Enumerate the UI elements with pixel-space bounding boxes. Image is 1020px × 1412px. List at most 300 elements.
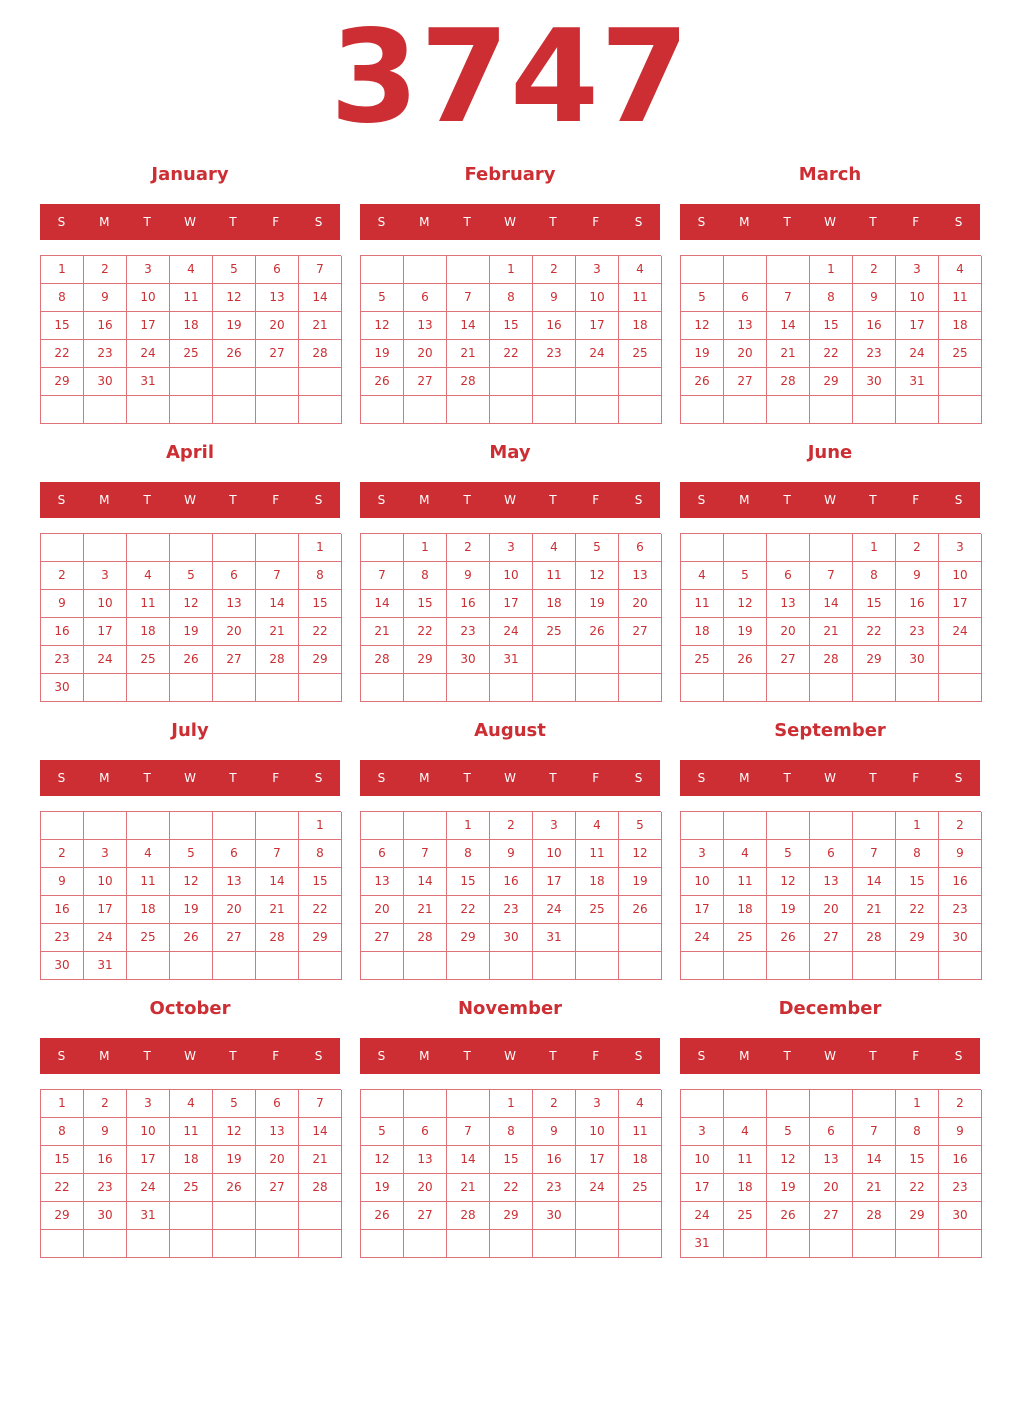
- day-cell: 14: [256, 590, 299, 618]
- empty-day-cell: [41, 534, 84, 562]
- weekday-label: T: [143, 771, 151, 785]
- weekday-label: T: [549, 1049, 557, 1063]
- day-cell: 20: [767, 618, 810, 646]
- days-grid: [680, 811, 981, 980]
- empty-day-cell: [447, 396, 490, 424]
- empty-day-cell: [299, 952, 342, 980]
- day-cell: 5: [576, 534, 619, 562]
- empty-day-cell: [361, 396, 404, 424]
- day-cell: 19: [681, 340, 724, 368]
- empty-day-cell: [299, 368, 342, 396]
- day-cell: 8: [853, 562, 896, 590]
- day-cell: 8: [299, 840, 342, 868]
- day-cell: 5: [767, 840, 810, 868]
- day-cell: 26: [767, 1202, 810, 1230]
- empty-day-cell: [939, 646, 982, 674]
- weekday-label: T: [549, 493, 557, 507]
- empty-day-cell: [41, 812, 84, 840]
- day-cell: 7: [853, 840, 896, 868]
- day-cell: 3: [490, 534, 533, 562]
- empty-day-cell: [681, 396, 724, 424]
- empty-day-cell: [127, 812, 170, 840]
- weekday-label: S: [697, 771, 706, 785]
- day-cell: 14: [853, 868, 896, 896]
- day-cell: 27: [724, 368, 767, 396]
- weekday-label: T: [229, 493, 237, 507]
- day-cell: 12: [213, 1118, 256, 1146]
- day-cell: 7: [299, 1090, 342, 1118]
- day-cell: 3: [896, 256, 939, 284]
- day-cell: 12: [724, 590, 767, 618]
- day-cell: 27: [619, 618, 662, 646]
- empty-day-cell: [213, 396, 256, 424]
- empty-day-cell: [213, 812, 256, 840]
- empty-day-cell: [299, 396, 342, 424]
- day-cell: 18: [619, 1146, 662, 1174]
- empty-day-cell: [404, 1090, 447, 1118]
- day-cell: 4: [619, 256, 662, 284]
- weekday-label: F: [912, 215, 920, 229]
- weekday-label: S: [57, 771, 66, 785]
- day-cell: 20: [619, 590, 662, 618]
- empty-day-cell: [84, 396, 127, 424]
- month-name: October: [149, 998, 231, 1019]
- month-name: July: [171, 720, 209, 741]
- day-cell: 19: [576, 590, 619, 618]
- empty-day-cell: [299, 1230, 342, 1258]
- weekday-label: T: [549, 771, 557, 785]
- day-cell: 27: [361, 924, 404, 952]
- day-cell: 4: [939, 256, 982, 284]
- month-name: March: [798, 164, 862, 185]
- day-cell: 17: [896, 312, 939, 340]
- day-cell: 4: [619, 1090, 662, 1118]
- day-cell: 13: [810, 868, 853, 896]
- day-cell: 18: [576, 868, 619, 896]
- empty-day-cell: [361, 952, 404, 980]
- empty-day-cell: [896, 952, 939, 980]
- empty-day-cell: [576, 924, 619, 952]
- weekday-label: F: [592, 771, 600, 785]
- day-cell: 26: [361, 368, 404, 396]
- day-cell: 28: [299, 340, 342, 368]
- day-cell: 1: [896, 812, 939, 840]
- day-cell: 30: [84, 368, 127, 396]
- empty-day-cell: [361, 1230, 404, 1258]
- day-cell: 26: [213, 340, 256, 368]
- day-cell: 26: [681, 368, 724, 396]
- day-cell: 9: [84, 284, 127, 312]
- day-cell: 3: [127, 1090, 170, 1118]
- weekday-label: S: [697, 1049, 706, 1063]
- day-cell: 3: [681, 840, 724, 868]
- day-cell: 5: [767, 1118, 810, 1146]
- day-cell: 5: [724, 562, 767, 590]
- day-cell: 29: [41, 1202, 84, 1230]
- day-cell: 30: [896, 646, 939, 674]
- empty-day-cell: [939, 396, 982, 424]
- day-cell: 22: [299, 896, 342, 924]
- empty-day-cell: [490, 396, 533, 424]
- day-cell: 25: [939, 340, 982, 368]
- empty-day-cell: [256, 534, 299, 562]
- day-cell: 24: [681, 924, 724, 952]
- empty-day-cell: [533, 674, 576, 702]
- weekday-label: T: [869, 493, 877, 507]
- day-cell: 29: [447, 924, 490, 952]
- weekday-label: S: [634, 215, 643, 229]
- empty-day-cell: [447, 256, 490, 284]
- day-cell: 28: [299, 1174, 342, 1202]
- day-cell: 24: [84, 646, 127, 674]
- empty-day-cell: [447, 674, 490, 702]
- day-cell: 13: [404, 312, 447, 340]
- month-name: June: [807, 442, 853, 463]
- empty-day-cell: [619, 396, 662, 424]
- day-cell: 29: [896, 924, 939, 952]
- weekday-label: T: [783, 215, 791, 229]
- day-cell: 21: [447, 340, 490, 368]
- day-cell: 20: [404, 340, 447, 368]
- day-cell: 17: [681, 896, 724, 924]
- day-cell: 25: [170, 1174, 213, 1202]
- day-cell: 22: [490, 1174, 533, 1202]
- day-cell: 3: [681, 1118, 724, 1146]
- day-cell: 23: [896, 618, 939, 646]
- day-cell: 24: [576, 340, 619, 368]
- day-cell: 25: [681, 646, 724, 674]
- empty-day-cell: [170, 1230, 213, 1258]
- day-cell: 29: [810, 368, 853, 396]
- day-cell: 31: [127, 368, 170, 396]
- day-cell: 12: [619, 840, 662, 868]
- empty-day-cell: [256, 952, 299, 980]
- day-cell: 14: [767, 312, 810, 340]
- day-cell: 19: [767, 1174, 810, 1202]
- day-cell: 31: [681, 1230, 724, 1258]
- day-cell: 16: [939, 1146, 982, 1174]
- empty-day-cell: [767, 952, 810, 980]
- weekday-label: S: [954, 493, 963, 507]
- day-cell: 21: [767, 340, 810, 368]
- weekday-label: M: [419, 771, 430, 785]
- day-cell: 17: [84, 896, 127, 924]
- day-cell: 8: [896, 1118, 939, 1146]
- day-cell: 15: [490, 312, 533, 340]
- empty-day-cell: [681, 952, 724, 980]
- day-cell: 28: [447, 368, 490, 396]
- empty-day-cell: [256, 396, 299, 424]
- empty-day-cell: [490, 368, 533, 396]
- empty-day-cell: [127, 534, 170, 562]
- empty-day-cell: [256, 368, 299, 396]
- empty-day-cell: [724, 1230, 767, 1258]
- empty-day-cell: [681, 1090, 724, 1118]
- empty-day-cell: [213, 1230, 256, 1258]
- weekday-header: [40, 204, 340, 240]
- weekday-label: W: [824, 1049, 836, 1063]
- weekday-label: S: [954, 215, 963, 229]
- day-cell: 26: [724, 646, 767, 674]
- day-cell: 15: [299, 868, 342, 896]
- day-cell: 6: [213, 562, 256, 590]
- day-cell: 27: [404, 1202, 447, 1230]
- day-cell: 27: [810, 1202, 853, 1230]
- empty-day-cell: [170, 1202, 213, 1230]
- empty-day-cell: [576, 674, 619, 702]
- day-cell: 31: [490, 646, 533, 674]
- empty-day-cell: [127, 674, 170, 702]
- empty-day-cell: [576, 646, 619, 674]
- weekday-header: [680, 1038, 980, 1074]
- day-cell: 10: [576, 1118, 619, 1146]
- day-cell: 24: [490, 618, 533, 646]
- empty-day-cell: [299, 1202, 342, 1230]
- month-name: January: [151, 164, 229, 185]
- weekday-header: [360, 204, 660, 240]
- day-cell: 20: [256, 312, 299, 340]
- day-cell: 30: [447, 646, 490, 674]
- empty-day-cell: [853, 812, 896, 840]
- weekday-label: S: [697, 215, 706, 229]
- empty-day-cell: [853, 1230, 896, 1258]
- day-cell: 8: [41, 284, 84, 312]
- weekday-label: S: [314, 771, 323, 785]
- empty-day-cell: [84, 1230, 127, 1258]
- day-cell: 8: [447, 840, 490, 868]
- empty-day-cell: [533, 368, 576, 396]
- day-cell: 4: [681, 562, 724, 590]
- day-cell: 30: [939, 924, 982, 952]
- day-cell: 22: [853, 618, 896, 646]
- day-cell: 22: [404, 618, 447, 646]
- day-cell: 23: [490, 896, 533, 924]
- day-cell: 14: [256, 868, 299, 896]
- empty-day-cell: [404, 1230, 447, 1258]
- weekday-label: S: [377, 1049, 386, 1063]
- weekday-header: [40, 760, 340, 796]
- empty-day-cell: [810, 1090, 853, 1118]
- day-cell: 5: [361, 284, 404, 312]
- day-cell: 28: [256, 646, 299, 674]
- empty-day-cell: [213, 1202, 256, 1230]
- empty-day-cell: [853, 396, 896, 424]
- day-cell: 24: [127, 1174, 170, 1202]
- day-cell: 8: [810, 284, 853, 312]
- day-cell: 31: [533, 924, 576, 952]
- weekday-header: [680, 482, 980, 518]
- day-cell: 25: [127, 646, 170, 674]
- day-cell: 28: [810, 646, 853, 674]
- day-cell: 21: [853, 896, 896, 924]
- month-name: May: [489, 442, 531, 463]
- day-cell: 22: [447, 896, 490, 924]
- day-cell: 18: [681, 618, 724, 646]
- day-cell: 11: [576, 840, 619, 868]
- empty-day-cell: [127, 952, 170, 980]
- day-cell: 18: [170, 1146, 213, 1174]
- day-cell: 4: [170, 1090, 213, 1118]
- days-grid: [40, 811, 341, 980]
- day-cell: 29: [404, 646, 447, 674]
- day-cell: 18: [170, 312, 213, 340]
- weekday-label: T: [869, 771, 877, 785]
- day-cell: 6: [256, 256, 299, 284]
- day-cell: 3: [576, 1090, 619, 1118]
- day-cell: 22: [896, 1174, 939, 1202]
- day-cell: 1: [447, 812, 490, 840]
- day-cell: 15: [41, 1146, 84, 1174]
- day-cell: 5: [681, 284, 724, 312]
- day-cell: 5: [213, 256, 256, 284]
- weekday-label: M: [739, 215, 750, 229]
- day-cell: 20: [810, 1174, 853, 1202]
- day-cell: 19: [767, 896, 810, 924]
- day-cell: 21: [299, 312, 342, 340]
- day-cell: 8: [490, 284, 533, 312]
- weekday-label: F: [272, 493, 280, 507]
- day-cell: 7: [447, 284, 490, 312]
- day-cell: 26: [170, 924, 213, 952]
- weekday-label: M: [99, 215, 110, 229]
- day-cell: 15: [896, 1146, 939, 1174]
- month-name: August: [474, 720, 546, 741]
- day-cell: 25: [724, 1202, 767, 1230]
- day-cell: 21: [299, 1146, 342, 1174]
- day-cell: 16: [84, 312, 127, 340]
- empty-day-cell: [767, 674, 810, 702]
- days-grid: [680, 533, 981, 702]
- day-cell: 9: [490, 840, 533, 868]
- day-cell: 14: [447, 1146, 490, 1174]
- day-cell: 2: [447, 534, 490, 562]
- day-cell: 30: [490, 924, 533, 952]
- empty-day-cell: [619, 368, 662, 396]
- empty-day-cell: [576, 1202, 619, 1230]
- empty-day-cell: [256, 1230, 299, 1258]
- weekday-label: T: [463, 771, 471, 785]
- weekday-label: T: [463, 1049, 471, 1063]
- day-cell: 12: [681, 312, 724, 340]
- day-cell: 2: [853, 256, 896, 284]
- day-cell: 7: [404, 840, 447, 868]
- day-cell: 24: [533, 896, 576, 924]
- empty-day-cell: [447, 1090, 490, 1118]
- empty-day-cell: [939, 674, 982, 702]
- empty-day-cell: [127, 396, 170, 424]
- day-cell: 3: [127, 256, 170, 284]
- day-cell: 24: [681, 1202, 724, 1230]
- day-cell: 22: [896, 896, 939, 924]
- day-cell: 9: [939, 1118, 982, 1146]
- empty-day-cell: [619, 952, 662, 980]
- day-cell: 7: [256, 562, 299, 590]
- weekday-label: W: [184, 771, 196, 785]
- empty-day-cell: [619, 646, 662, 674]
- day-cell: 25: [170, 340, 213, 368]
- day-cell: 26: [767, 924, 810, 952]
- day-cell: 13: [404, 1146, 447, 1174]
- day-cell: 15: [299, 590, 342, 618]
- day-cell: 23: [533, 1174, 576, 1202]
- empty-day-cell: [724, 952, 767, 980]
- day-cell: 28: [404, 924, 447, 952]
- empty-day-cell: [724, 674, 767, 702]
- day-cell: 21: [256, 896, 299, 924]
- empty-day-cell: [681, 534, 724, 562]
- weekday-label: F: [912, 1049, 920, 1063]
- day-cell: 1: [41, 1090, 84, 1118]
- day-cell: 27: [810, 924, 853, 952]
- day-cell: 26: [576, 618, 619, 646]
- day-cell: 12: [361, 1146, 404, 1174]
- day-cell: 29: [299, 646, 342, 674]
- day-cell: 29: [41, 368, 84, 396]
- day-cell: 27: [256, 1174, 299, 1202]
- day-cell: 30: [41, 952, 84, 980]
- day-cell: 5: [170, 840, 213, 868]
- day-cell: 15: [853, 590, 896, 618]
- day-cell: 13: [724, 312, 767, 340]
- weekday-label: M: [99, 493, 110, 507]
- empty-day-cell: [213, 952, 256, 980]
- weekday-label: F: [592, 493, 600, 507]
- day-cell: 20: [724, 340, 767, 368]
- day-cell: 25: [533, 618, 576, 646]
- day-cell: 2: [939, 812, 982, 840]
- day-cell: 19: [213, 312, 256, 340]
- day-cell: 10: [681, 868, 724, 896]
- day-cell: 7: [767, 284, 810, 312]
- day-cell: 9: [84, 1118, 127, 1146]
- day-cell: 1: [853, 534, 896, 562]
- empty-day-cell: [619, 674, 662, 702]
- weekday-label: T: [143, 493, 151, 507]
- day-cell: 3: [84, 840, 127, 868]
- day-cell: 16: [853, 312, 896, 340]
- empty-day-cell: [84, 674, 127, 702]
- day-cell: 28: [767, 368, 810, 396]
- day-cell: 9: [41, 590, 84, 618]
- empty-day-cell: [724, 396, 767, 424]
- day-cell: 30: [939, 1202, 982, 1230]
- day-cell: 2: [533, 256, 576, 284]
- weekday-label: F: [272, 771, 280, 785]
- weekday-label: S: [377, 215, 386, 229]
- day-cell: 11: [619, 284, 662, 312]
- empty-day-cell: [533, 646, 576, 674]
- day-cell: 12: [213, 284, 256, 312]
- year-title: 3747: [329, 3, 691, 152]
- empty-day-cell: [767, 812, 810, 840]
- day-cell: 2: [41, 562, 84, 590]
- empty-day-cell: [361, 256, 404, 284]
- day-cell: 13: [619, 562, 662, 590]
- day-cell: 20: [256, 1146, 299, 1174]
- day-cell: 25: [724, 924, 767, 952]
- day-cell: 9: [41, 868, 84, 896]
- day-cell: 22: [41, 340, 84, 368]
- day-cell: 13: [256, 1118, 299, 1146]
- weekday-header: [680, 204, 980, 240]
- day-cell: 24: [939, 618, 982, 646]
- weekday-header: [40, 1038, 340, 1074]
- day-cell: 11: [127, 868, 170, 896]
- day-cell: 13: [361, 868, 404, 896]
- day-cell: 19: [361, 1174, 404, 1202]
- day-cell: 1: [896, 1090, 939, 1118]
- empty-day-cell: [256, 812, 299, 840]
